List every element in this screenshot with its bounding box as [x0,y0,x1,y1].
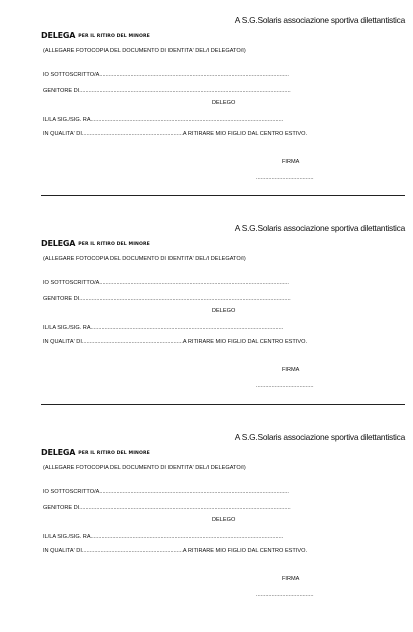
attachment-note: (ALLEGARE FOTOCOPIA DEL DOCUMENTO DI IDENTITA' DEL/I DELEGATO/I) [43,48,246,54]
signature-field[interactable]: ..................................... [256,592,314,598]
delega-form-3 [0,417,413,617]
form-title-subtitle: PER IL RITIRO DEL MINORE [78,242,150,247]
delego-label: DELEGO [212,308,236,314]
delegate-role-field[interactable]: IN QUALITA' DI.................................................................A RITIRARE MIO FIGLIO DAL CENTRO ESTIVO. [43,131,308,137]
undersigned-field[interactable]: IO SOTTOSCRITTO/A.......................................................................................................................... [43,72,289,78]
organization-name: A S.G.Solaris associazione sportiva dilettantistica [234,432,405,442]
undersigned-field[interactable]: IO SOTTOSCRITTO/A.......................................................................................................................... [43,280,289,286]
form-title-main: DELEGA [41,31,76,40]
signature-field[interactable]: ..................................... [256,175,314,181]
form-title [41,29,150,42]
delego-label: DELEGO [212,100,236,106]
delegate-name-field[interactable]: IL/LA SIG./SIG. RA............................................................................................................................ [43,117,284,123]
attachment-note: (ALLEGARE FOTOCOPIA DEL DOCUMENTO DI IDENTITA' DEL/I DELEGATO/I) [43,465,246,471]
section-divider [41,195,405,196]
form-title [41,446,150,459]
organization-name: A S.G.Solaris associazione sportiva dilettantistica [234,223,405,233]
delegate-role-field[interactable]: IN QUALITA' DI.................................................................A RITIRARE MIO FIGLIO DAL CENTRO ESTIVO. [43,548,308,554]
signature-label: FIRMA [282,159,300,165]
organization-name: A S.G.Solaris associazione sportiva dilettantistica [234,15,405,25]
parent-of-field[interactable]: GENITORE DI........................................................................................................................................ [43,296,291,302]
form-title-main: DELEGA [41,448,76,457]
form-title [41,237,150,250]
delega-form-2 [0,208,413,408]
delegate-role-field[interactable]: IN QUALITA' DI.................................................................A RITIRARE MIO FIGLIO DAL CENTRO ESTIVO. [43,339,308,345]
form-title-subtitle: PER IL RITIRO DEL MINORE [78,451,150,456]
parent-of-field[interactable]: GENITORE DI........................................................................................................................................ [43,88,291,94]
signature-label: FIRMA [282,576,300,582]
form-title-main: DELEGA [41,239,76,248]
attachment-note: (ALLEGARE FOTOCOPIA DEL DOCUMENTO DI IDENTITA' DEL/I DELEGATO/I) [43,256,246,262]
undersigned-field[interactable]: IO SOTTOSCRITTO/A.......................................................................................................................... [43,489,289,495]
signature-label: FIRMA [282,367,300,373]
form-title-subtitle: PER IL RITIRO DEL MINORE [78,34,150,39]
delega-form-1 [0,0,413,200]
signature-field[interactable]: ..................................... [256,383,314,389]
delegate-name-field[interactable]: IL/LA SIG./SIG. RA............................................................................................................................ [43,325,284,331]
section-divider [41,404,405,405]
delego-label: DELEGO [212,517,236,523]
delegate-name-field[interactable]: IL/LA SIG./SIG. RA............................................................................................................................ [43,534,284,540]
parent-of-field[interactable]: GENITORE DI........................................................................................................................................ [43,505,291,511]
